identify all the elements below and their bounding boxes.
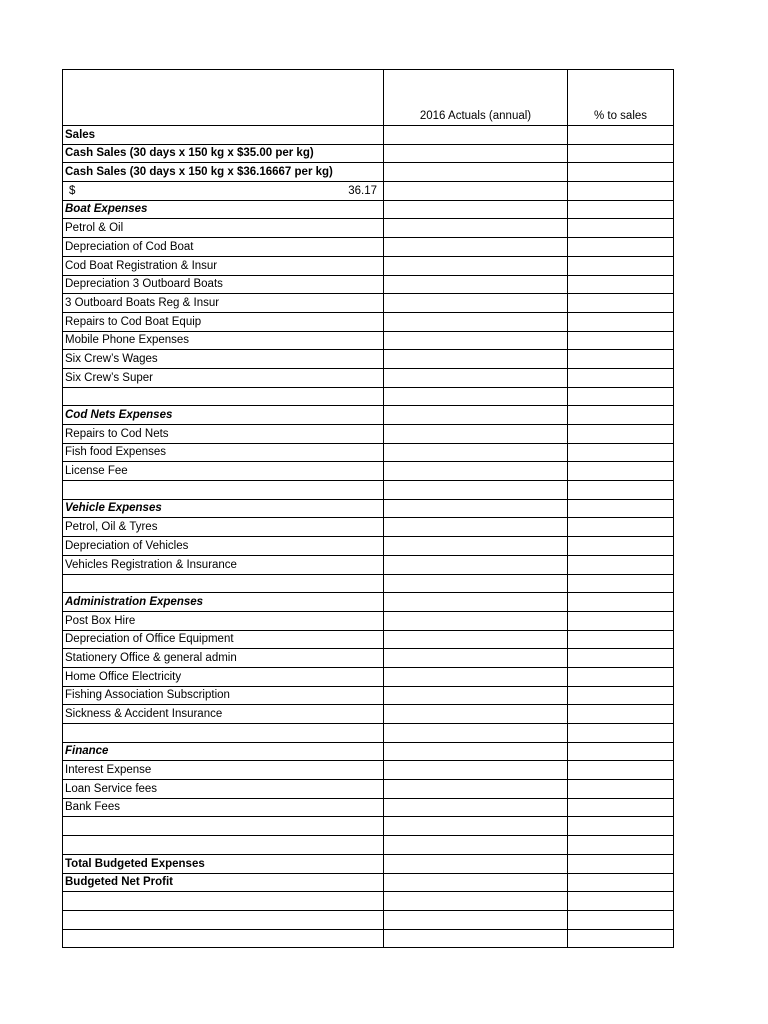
- table-row: [63, 929, 674, 948]
- table-row: [63, 537, 674, 556]
- row-percent-cell[interactable]: [568, 780, 674, 799]
- row-label-cell[interactable]: [63, 892, 384, 911]
- table-row: [63, 163, 674, 182]
- row-actuals-cell[interactable]: [384, 425, 568, 444]
- row-percent-cell[interactable]: [568, 425, 674, 444]
- table-row: [63, 724, 674, 743]
- row-actuals-cell[interactable]: [384, 350, 568, 369]
- table-row: [63, 312, 674, 331]
- table-row: [63, 368, 674, 387]
- row-label-cell[interactable]: [63, 836, 384, 855]
- row-percent-cell[interactable]: [568, 331, 674, 350]
- row-percent-cell[interactable]: [568, 443, 674, 462]
- row-percent-cell[interactable]: [568, 593, 674, 612]
- row-label-cell[interactable]: [63, 724, 384, 743]
- row-actuals-cell[interactable]: [384, 443, 568, 462]
- row-percent-cell[interactable]: [568, 555, 674, 574]
- row-label-cell[interactable]: Mobile Phone Expenses: [63, 331, 384, 350]
- table-row: [63, 294, 674, 313]
- row-actuals-cell[interactable]: [384, 200, 568, 219]
- row-label-cell[interactable]: Budgeted Net Profit: [63, 873, 384, 892]
- table-row: [63, 854, 674, 873]
- row-percent-cell[interactable]: [568, 481, 674, 500]
- row-percent-cell[interactable]: [568, 929, 674, 948]
- row-actuals-cell[interactable]: [384, 481, 568, 500]
- row-percent-cell[interactable]: [568, 630, 674, 649]
- table-row: [63, 649, 674, 668]
- row-actuals-cell[interactable]: [384, 593, 568, 612]
- row-percent-cell[interactable]: [568, 219, 674, 238]
- table-row: [63, 350, 674, 369]
- row-label-cell[interactable]: [63, 910, 384, 929]
- row-actuals-cell[interactable]: [384, 163, 568, 182]
- row-percent-cell[interactable]: [568, 275, 674, 294]
- row-label-cell[interactable]: [63, 182, 384, 201]
- table-row: [63, 387, 674, 406]
- row-actuals-cell[interactable]: [384, 275, 568, 294]
- row-actuals-cell[interactable]: [384, 910, 568, 929]
- row-percent-cell[interactable]: [568, 406, 674, 425]
- row-percent-cell[interactable]: [568, 144, 674, 163]
- row-actuals-cell[interactable]: [384, 892, 568, 911]
- table-row: [63, 686, 674, 705]
- table-row: [63, 238, 674, 257]
- row-percent-cell[interactable]: [568, 574, 674, 593]
- row-actuals-cell[interactable]: [384, 126, 568, 145]
- row-actuals-cell[interactable]: [384, 649, 568, 668]
- row-label-cell[interactable]: Post Box Hire: [63, 611, 384, 630]
- currency-amount: 36.17: [348, 184, 377, 197]
- row-label-cell[interactable]: Sickness & Accident Insurance: [63, 705, 384, 724]
- row-label-cell[interactable]: Stationery Office & general admin: [63, 649, 384, 668]
- row-label-cell[interactable]: Depreciation of Office Equipment: [63, 630, 384, 649]
- row-actuals-cell[interactable]: [384, 686, 568, 705]
- row-percent-cell[interactable]: [568, 742, 674, 761]
- row-label-cell[interactable]: Loan Service fees: [63, 780, 384, 799]
- row-percent-cell[interactable]: [568, 499, 674, 518]
- currency-symbol: $: [69, 184, 76, 197]
- table-row: [63, 667, 674, 686]
- row-actuals-cell[interactable]: [384, 724, 568, 743]
- row-actuals-cell[interactable]: [384, 761, 568, 780]
- row-label-cell[interactable]: Cash Sales (30 days x 150 kg x $35.00 per kg): [63, 144, 384, 163]
- row-label-cell[interactable]: Petrol, Oil & Tyres: [63, 518, 384, 537]
- table-row: [63, 705, 674, 724]
- row-label-cell[interactable]: Depreciation 3 Outboard Boats: [63, 275, 384, 294]
- table-row: [63, 182, 674, 201]
- row-label-cell[interactable]: 3 Outboard Boats Reg & Insur: [63, 294, 384, 313]
- row-label-cell[interactable]: Repairs to Cod Boat Equip: [63, 312, 384, 331]
- row-label-cell[interactable]: Finance: [63, 742, 384, 761]
- row-label-cell[interactable]: [63, 574, 384, 593]
- row-percent-cell[interactable]: [568, 350, 674, 369]
- row-percent-cell[interactable]: [568, 163, 674, 182]
- table-row: [63, 443, 674, 462]
- table-row: [63, 331, 674, 350]
- budget-table: [62, 69, 674, 948]
- table-row: [63, 873, 674, 892]
- row-label-cell[interactable]: Total Budgeted Expenses: [63, 854, 384, 873]
- table-body: [63, 126, 674, 948]
- row-label-cell[interactable]: Six Crew’s Super: [63, 368, 384, 387]
- table-row: [63, 817, 674, 836]
- row-percent-cell[interactable]: [568, 182, 674, 201]
- table-row: [63, 481, 674, 500]
- row-percent-cell[interactable]: [568, 854, 674, 873]
- row-percent-cell[interactable]: [568, 892, 674, 911]
- table-row: [63, 126, 674, 145]
- row-label-cell[interactable]: [63, 817, 384, 836]
- row-actuals-cell[interactable]: [384, 406, 568, 425]
- table-row: [63, 518, 674, 537]
- row-actuals-cell[interactable]: [384, 144, 568, 163]
- row-actuals-cell[interactable]: [384, 574, 568, 593]
- table-row: [63, 144, 674, 163]
- row-actuals-cell[interactable]: [384, 238, 568, 257]
- row-label-cell[interactable]: Administration Expenses: [63, 593, 384, 612]
- table-row: [63, 780, 674, 799]
- table-row: [63, 593, 674, 612]
- row-actuals-cell[interactable]: [384, 780, 568, 799]
- row-actuals-cell[interactable]: [384, 462, 568, 481]
- table-row: [63, 200, 674, 219]
- table-row: [63, 798, 674, 817]
- row-label-cell[interactable]: Home Office Electricity: [63, 667, 384, 686]
- header-cell-label[interactable]: [63, 70, 384, 126]
- row-label-cell[interactable]: Fishing Association Subscription: [63, 686, 384, 705]
- table-row: [63, 630, 674, 649]
- row-percent-cell[interactable]: [568, 518, 674, 537]
- table-row: [63, 910, 674, 929]
- row-actuals-cell[interactable]: [384, 667, 568, 686]
- header-cell-percent-to-sales[interactable]: % to sales: [568, 70, 674, 126]
- row-label-cell[interactable]: [63, 387, 384, 406]
- row-actuals-cell[interactable]: [384, 368, 568, 387]
- row-actuals-cell[interactable]: [384, 499, 568, 518]
- row-label-cell[interactable]: Petrol & Oil: [63, 219, 384, 238]
- row-label-cell[interactable]: [63, 929, 384, 948]
- table-row: [63, 462, 674, 481]
- row-actuals-cell[interactable]: [384, 518, 568, 537]
- row-percent-cell[interactable]: [568, 294, 674, 313]
- row-percent-cell[interactable]: [568, 537, 674, 556]
- row-actuals-cell[interactable]: [384, 836, 568, 855]
- row-percent-cell[interactable]: [568, 387, 674, 406]
- row-actuals-cell[interactable]: [384, 854, 568, 873]
- row-percent-cell[interactable]: [568, 761, 674, 780]
- row-actuals-cell[interactable]: [384, 331, 568, 350]
- table-row: [63, 499, 674, 518]
- row-percent-cell[interactable]: [568, 462, 674, 481]
- row-actuals-cell[interactable]: [384, 630, 568, 649]
- row-percent-cell[interactable]: [568, 836, 674, 855]
- row-percent-cell[interactable]: [568, 649, 674, 668]
- row-label-cell[interactable]: Sales: [63, 126, 384, 145]
- row-actuals-cell[interactable]: [384, 537, 568, 556]
- table-row: [63, 275, 674, 294]
- row-actuals-cell[interactable]: [384, 817, 568, 836]
- row-label-cell[interactable]: Cod Nets Expenses: [63, 406, 384, 425]
- row-percent-cell[interactable]: [568, 798, 674, 817]
- row-percent-cell[interactable]: [568, 686, 674, 705]
- row-label-cell[interactable]: Depreciation of Vehicles: [63, 537, 384, 556]
- row-percent-cell[interactable]: [568, 817, 674, 836]
- row-actuals-cell[interactable]: [384, 929, 568, 948]
- row-percent-cell[interactable]: [568, 126, 674, 145]
- table-header-row: [63, 70, 674, 126]
- table-row: [63, 761, 674, 780]
- row-percent-cell[interactable]: [568, 910, 674, 929]
- row-percent-cell[interactable]: [568, 724, 674, 743]
- table-row: [63, 611, 674, 630]
- table-row: [63, 219, 674, 238]
- row-percent-cell[interactable]: [568, 312, 674, 331]
- row-label-cell[interactable]: Vehicles Registration & Insurance: [63, 555, 384, 574]
- row-label-cell[interactable]: Fish food Expenses: [63, 443, 384, 462]
- table-row: [63, 406, 674, 425]
- table-row: [63, 425, 674, 444]
- row-label-cell[interactable]: Repairs to Cod Nets: [63, 425, 384, 444]
- row-actuals-cell[interactable]: [384, 798, 568, 817]
- table-row: [63, 555, 674, 574]
- row-actuals-cell[interactable]: [384, 182, 568, 201]
- row-actuals-cell[interactable]: [384, 555, 568, 574]
- row-percent-cell[interactable]: [568, 611, 674, 630]
- row-percent-cell[interactable]: [568, 200, 674, 219]
- row-label-cell[interactable]: Vehicle Expenses: [63, 499, 384, 518]
- header-cell-actuals[interactable]: 2016 Actuals (annual): [384, 70, 568, 126]
- row-label-cell[interactable]: [63, 481, 384, 500]
- table-row: [63, 574, 674, 593]
- table-row: [63, 742, 674, 761]
- row-percent-cell[interactable]: [568, 256, 674, 275]
- row-actuals-cell[interactable]: [384, 387, 568, 406]
- row-actuals-cell[interactable]: [384, 219, 568, 238]
- table-row: [63, 256, 674, 275]
- row-actuals-cell[interactable]: [384, 294, 568, 313]
- row-label-cell[interactable]: Six Crew’s Wages: [63, 350, 384, 369]
- table-row: [63, 836, 674, 855]
- row-percent-cell[interactable]: [568, 238, 674, 257]
- row-label-cell[interactable]: Interest Expense: [63, 761, 384, 780]
- row-actuals-cell[interactable]: [384, 611, 568, 630]
- row-label-cell[interactable]: Depreciation of Cod Boat: [63, 238, 384, 257]
- row-label-cell[interactable]: License Fee: [63, 462, 384, 481]
- row-actuals-cell[interactable]: [384, 705, 568, 724]
- row-percent-cell[interactable]: [568, 667, 674, 686]
- row-actuals-cell[interactable]: [384, 742, 568, 761]
- row-actuals-cell[interactable]: [384, 873, 568, 892]
- row-label-cell[interactable]: Cash Sales (30 days x 150 kg x $36.16667 per kg): [63, 163, 384, 182]
- row-label-cell[interactable]: Cod Boat Registration & Insur: [63, 256, 384, 275]
- table-row: [63, 892, 674, 911]
- row-percent-cell[interactable]: [568, 873, 674, 892]
- row-actuals-cell[interactable]: [384, 256, 568, 275]
- row-actuals-cell[interactable]: [384, 312, 568, 331]
- currency-value: [65, 183, 381, 200]
- row-percent-cell[interactable]: [568, 705, 674, 724]
- row-label-cell[interactable]: Boat Expenses: [63, 200, 384, 219]
- row-percent-cell[interactable]: [568, 368, 674, 387]
- row-label-cell[interactable]: Bank Fees: [63, 798, 384, 817]
